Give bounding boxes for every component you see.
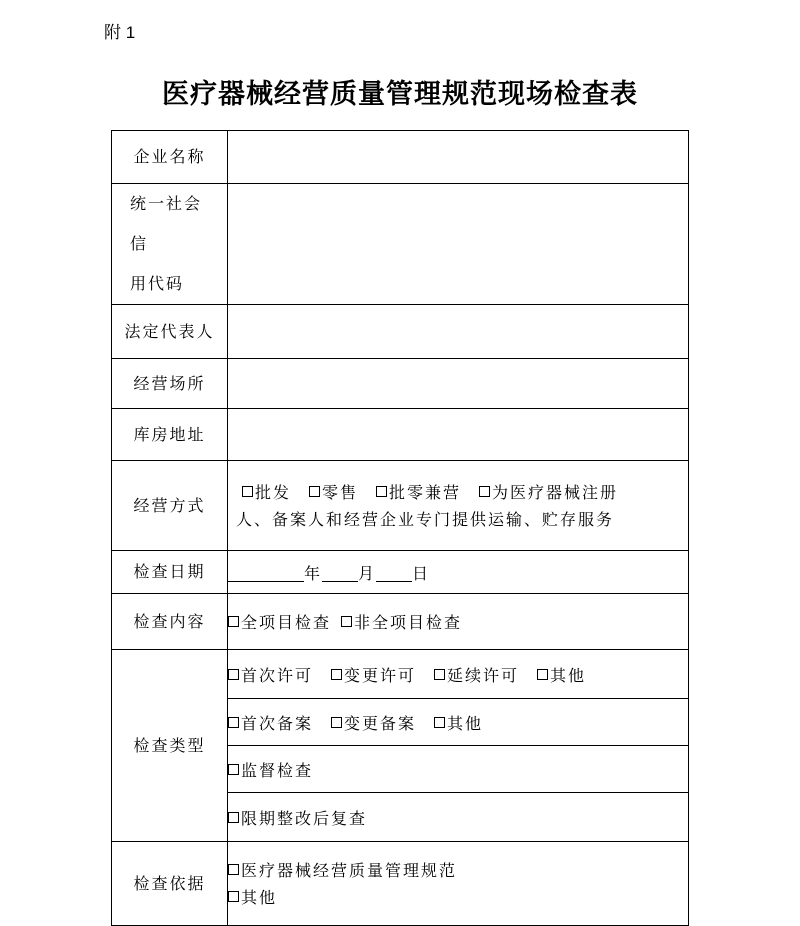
checkbox-icon[interactable] <box>228 891 239 902</box>
legal-rep-field[interactable] <box>228 305 689 359</box>
business-mode-option[interactable]: 批发 <box>242 483 291 502</box>
day-blank[interactable] <box>376 564 412 582</box>
checkbox-icon[interactable] <box>228 717 239 728</box>
business-mode-label: 经营方式 <box>112 461 228 551</box>
inspection-basis-option[interactable]: 医疗器械经营质量管理规范 <box>228 857 688 884</box>
inspection-basis-options <box>228 842 689 926</box>
checkbox-icon[interactable] <box>376 486 387 497</box>
form-title: 医疗器械经营质量管理规范现场检查表 <box>162 79 638 110</box>
inspection-type-option[interactable]: 变更备案 <box>331 714 416 733</box>
inspection-date-label: 检查日期 <box>112 551 228 594</box>
inspection-content-options <box>228 594 689 650</box>
row-inspection-content <box>112 594 689 650</box>
company-name-label: 企业名称 <box>112 131 228 184</box>
inspection-type-option[interactable]: 其他 <box>537 666 586 685</box>
checkbox-icon[interactable] <box>228 669 239 680</box>
checkbox-icon[interactable] <box>341 616 352 627</box>
business-place-field[interactable] <box>228 359 689 409</box>
credit-code-label <box>112 184 228 305</box>
checkbox-icon[interactable] <box>228 864 239 875</box>
inspection-basis-option[interactable]: 其他 <box>228 884 688 911</box>
year-label: 年 <box>304 563 323 583</box>
inspection-content-option[interactable]: 非全项目检查 <box>341 613 462 632</box>
company-name-field[interactable] <box>228 131 689 184</box>
inspection-type-line1 <box>228 650 689 699</box>
row-inspection-type-1 <box>112 650 689 699</box>
day-label: 日 <box>412 563 431 583</box>
checkbox-icon[interactable] <box>242 486 253 497</box>
business-place-label: 经营场所 <box>112 359 228 409</box>
row-inspection-date <box>112 551 689 594</box>
row-company-name <box>112 131 689 184</box>
business-mode-continuation: 人、备案人和经营企业专门提供运输、贮存服务 <box>236 509 615 529</box>
inspection-type-line2 <box>228 699 689 746</box>
month-label: 月 <box>358 563 377 583</box>
checkbox-icon[interactable] <box>228 812 239 823</box>
inspection-type-option[interactable]: 其他 <box>434 714 483 733</box>
checkbox-icon[interactable] <box>537 669 548 680</box>
checkbox-icon[interactable] <box>434 717 445 728</box>
warehouse-address-label: 库房地址 <box>112 409 228 461</box>
business-mode-options <box>228 461 689 551</box>
credit-code-label-line2: 用代码 <box>130 274 185 293</box>
inspection-type-option[interactable]: 延续许可 <box>434 666 519 685</box>
inspection-type-option[interactable]: 首次备案 <box>228 714 313 733</box>
checkbox-icon[interactable] <box>434 669 445 680</box>
credit-code-label-line1: 统一社会信 <box>130 194 203 253</box>
row-warehouse-address <box>112 409 689 461</box>
inspection-form-table <box>111 130 689 926</box>
inspection-type-line4 <box>228 793 689 842</box>
business-mode-option[interactable]: 零售 <box>309 483 358 502</box>
inspection-basis-label: 检查依据 <box>112 842 228 926</box>
inspection-type-option[interactable]: 变更许可 <box>331 666 416 685</box>
credit-code-field[interactable] <box>228 184 689 305</box>
checkbox-icon[interactable] <box>331 717 342 728</box>
checkbox-icon[interactable] <box>309 486 320 497</box>
inspection-date-field <box>228 551 689 594</box>
warehouse-address-field[interactable] <box>228 409 689 461</box>
row-business-mode <box>112 461 689 551</box>
inspection-type-option[interactable]: 监督检查 <box>228 761 313 780</box>
row-credit-code <box>112 184 689 305</box>
row-inspection-basis <box>112 842 689 926</box>
checkbox-icon[interactable] <box>479 486 490 497</box>
inspection-type-line3 <box>228 746 689 793</box>
checkbox-icon[interactable] <box>228 764 239 775</box>
business-mode-option[interactable]: 为医疗器械注册 <box>479 483 618 502</box>
inspection-type-option[interactable]: 限期整改后复查 <box>228 809 367 828</box>
legal-rep-label: 法定代表人 <box>112 305 228 359</box>
row-business-place <box>112 359 689 409</box>
checkbox-icon[interactable] <box>331 669 342 680</box>
attachment-label: 附 1 <box>104 23 136 42</box>
year-blank[interactable] <box>228 564 304 582</box>
checkbox-icon[interactable] <box>228 616 239 627</box>
inspection-content-option[interactable]: 全项目检查 <box>228 613 331 632</box>
inspection-content-label: 检查内容 <box>112 594 228 650</box>
row-legal-rep <box>112 305 689 359</box>
month-blank[interactable] <box>322 564 358 582</box>
inspection-type-option[interactable]: 首次许可 <box>228 666 313 685</box>
inspection-type-label: 检查类型 <box>112 650 228 842</box>
business-mode-option[interactable]: 批零兼营 <box>376 483 461 502</box>
